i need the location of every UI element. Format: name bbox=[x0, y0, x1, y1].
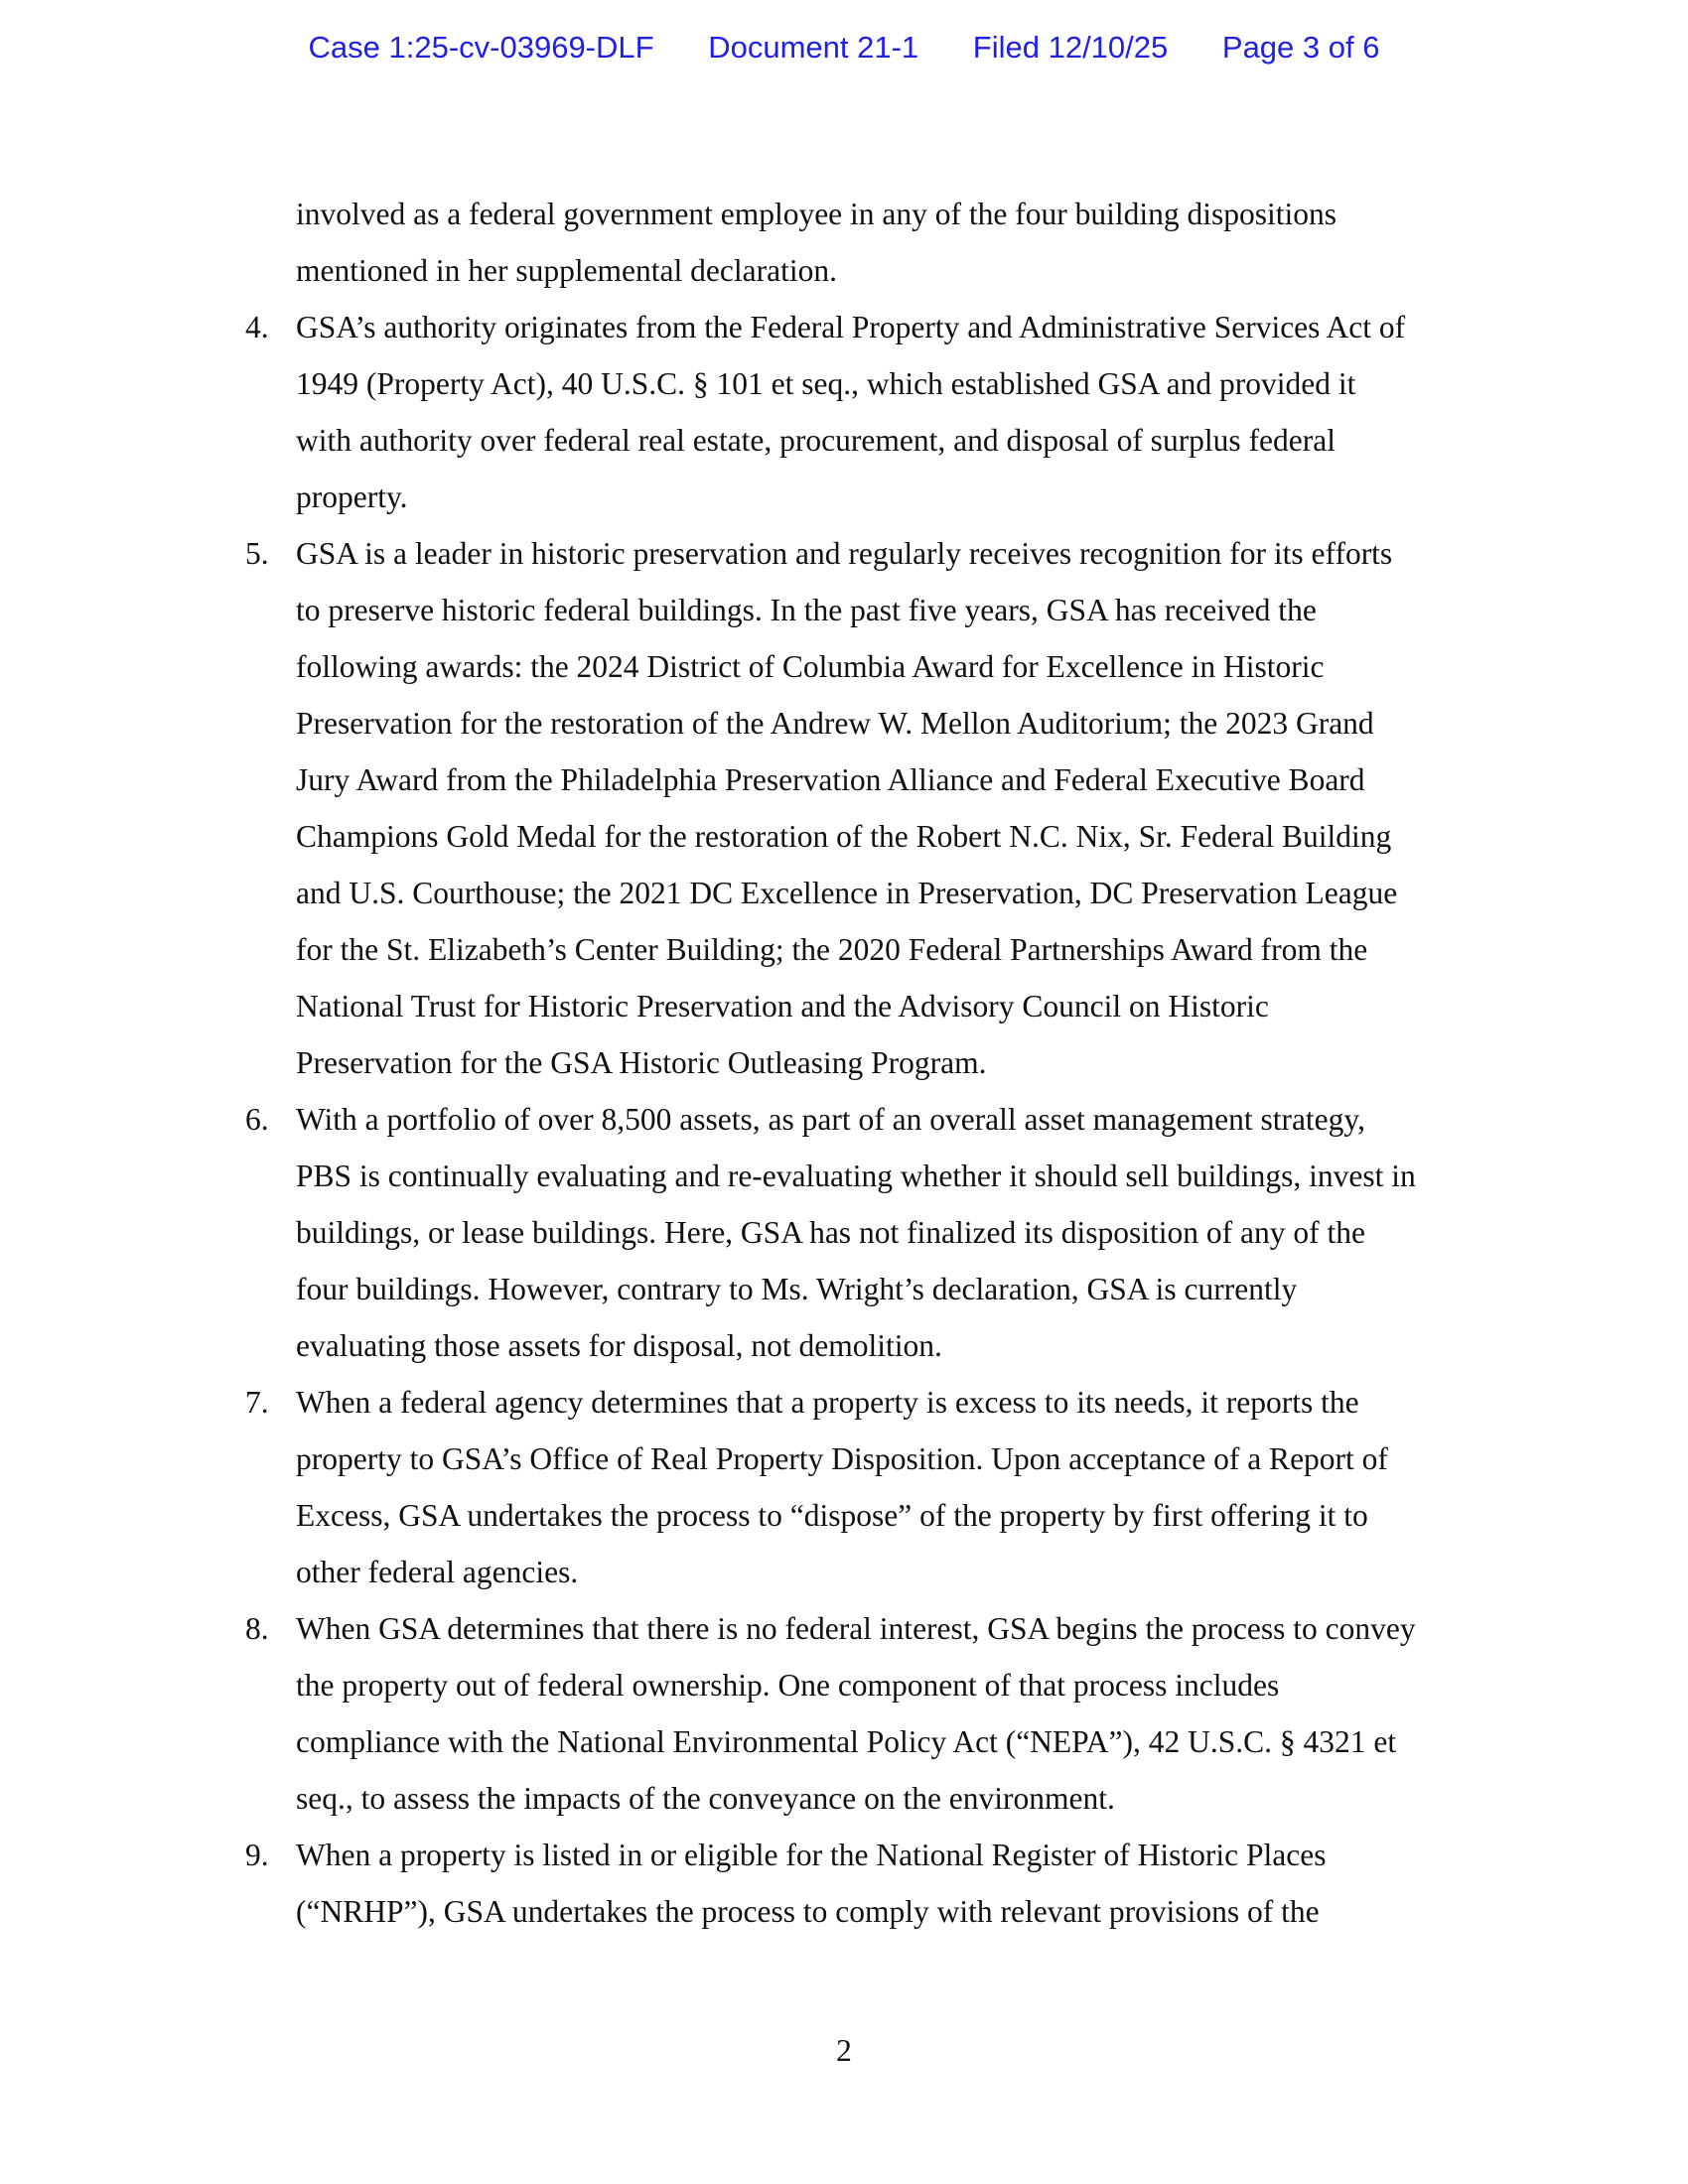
paragraph-line: Champions Gold Medal for the restoration of the Robert N.C. Nix, Sr. Federal Building bbox=[296, 819, 1392, 854]
paragraph-number: 4. bbox=[245, 310, 269, 344]
paragraph-line: and U.S. Courthouse; the 2021 DC Excellence in Preservation, DC Preservation League bbox=[296, 876, 1398, 910]
paragraph-line: Jury Award from the Philadelphia Preservation Alliance and Federal Executive Board bbox=[296, 762, 1365, 797]
paragraph-line: When a federal agency determines that a property is excess to its needs, it reports the bbox=[296, 1385, 1359, 1420]
paragraph-line: evaluating those assets for disposal, not demolition. bbox=[296, 1328, 942, 1363]
page-indicator: Page 3 of 6 bbox=[1221, 30, 1380, 65]
paragraph-line: following awards: the 2024 District of Columbia Award for Excellence in Historic bbox=[296, 649, 1325, 684]
paragraph-line: GSA’s authority originates from the Federal Property and Administrative Services Act of bbox=[296, 310, 1406, 344]
paragraph-line: When GSA determines that there is no federal interest, GSA begins the process to convey bbox=[296, 1611, 1416, 1646]
paragraph-line: four buildings. However, contrary to Ms. Wright’s declaration, GSA is currently bbox=[296, 1272, 1298, 1306]
paragraph-line: Preservation for the restoration of the Andrew W. Mellon Auditorium; the 2023 Grand bbox=[296, 706, 1374, 741]
paragraph-line: to preserve historic federal buildings. In the past five years, GSA has received the bbox=[296, 593, 1317, 627]
paragraph-line: GSA is a leader in historic preservation and regularly receives recognition for its efforts bbox=[296, 536, 1393, 571]
paragraph-line: property to GSA’s Office of Real Property Disposition. Upon acceptance of a Report of bbox=[296, 1441, 1388, 1476]
paragraph-line: With a portfolio of over 8,500 assets, as part of an overall asset management strategy, bbox=[296, 1102, 1365, 1137]
paragraph-line: Preservation for the GSA Historic Outleasing Program. bbox=[296, 1045, 987, 1080]
paragraph-line: other federal agencies. bbox=[296, 1555, 579, 1589]
paragraph-number: 5. bbox=[245, 536, 269, 571]
document-number: Document 21-1 bbox=[708, 30, 919, 65]
paragraph-number: 7. bbox=[245, 1385, 269, 1420]
paragraph-line: the property out of federal ownership. One component of that process includes bbox=[296, 1668, 1280, 1703]
paragraph-line: compliance with the National Environmental Policy Act (“NEPA”), 42 U.S.C. § 4321 et bbox=[296, 1724, 1397, 1759]
paragraph-line: 1949 (Property Act), 40 U.S.C. § 101 et seq., which established GSA and provided it bbox=[296, 366, 1356, 401]
paragraph-number: 8. bbox=[245, 1611, 269, 1646]
paragraph-line: for the St. Elizabeth’s Center Building; the 2020 Federal Partnerships Award from the bbox=[296, 932, 1368, 967]
paragraph-line: Excess, GSA undertakes the process to “dispose” of the property by first offering it to bbox=[296, 1498, 1368, 1533]
paragraph-line: When a property is listed in or eligible for the National Register of Historic Places bbox=[296, 1838, 1327, 1872]
paragraph-line: with authority over federal real estate, procurement, and disposal of surplus federal bbox=[296, 423, 1336, 458]
paragraph-line: National Trust for Historic Preservation and the Advisory Council on Historic bbox=[296, 989, 1269, 1024]
continuation-line: involved as a federal government employee in any of the four building dispositions bbox=[296, 197, 1337, 231]
case-number: Case 1:25-cv-03969-DLF bbox=[308, 30, 654, 65]
page-number: 2 bbox=[836, 2033, 852, 2068]
paragraph-line: seq., to assess the impacts of the conveyance on the environment. bbox=[296, 1781, 1115, 1816]
case-header bbox=[0, 30, 1688, 66]
paragraph-line: PBS is continually evaluating and re-evaluating whether it should sell buildings, invest in bbox=[296, 1159, 1416, 1193]
paragraph-line: property. bbox=[296, 479, 408, 514]
filed-date: Filed 12/10/25 bbox=[972, 30, 1169, 65]
paragraph-line: (“NRHP”), GSA undertakes the process to comply with relevant provisions of the bbox=[296, 1894, 1320, 1929]
paragraph-number: 9. bbox=[245, 1838, 269, 1872]
continuation-line: mentioned in her supplemental declaration. bbox=[296, 253, 837, 288]
paragraph-line: buildings, or lease buildings. Here, GSA has not finalized its disposition of any of the bbox=[296, 1215, 1365, 1250]
paragraph-number: 6. bbox=[245, 1102, 269, 1137]
